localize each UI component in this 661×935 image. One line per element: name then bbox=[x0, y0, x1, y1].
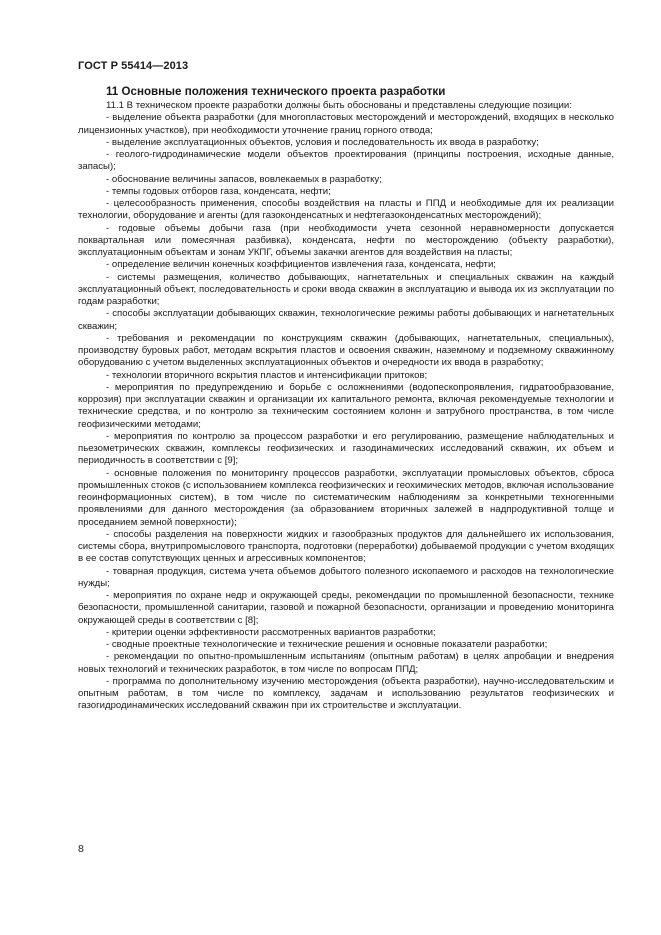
list-item: - обоснование величины запасов, вовлекаемых в разработку; bbox=[106, 173, 382, 185]
list-item: - мероприятия по предупреждению и борьбе с осложнениями (водопескопроявления, гидратообразование, коррозия) при эксплуатации скважин и организации их капитального ремонта, включая рекомендуемые технологии и технические средства, и по контролю за техническим состоянием колонн и затрубного пространства, в том числе геофизическими методами; bbox=[78, 381, 614, 430]
page-number: 8 bbox=[78, 843, 84, 855]
list-item: - требования и рекомендации по конструкциям скважин (добывающих, нагнетательных, специальных), производству буровых работ, методам вскрытия пластов и освоения скважин, наземному и подземному скважинному оборудованию с учетом выделенных эксплуатационных объектов и очередности их ввода в разработку; bbox=[78, 332, 614, 369]
list-item: - выделение объекта разработки (для многопластовых месторождений и месторождений, входящих в несколько лицензионных участков), при необходимости уточнение границ горного отвода; bbox=[78, 112, 614, 136]
list-item: - выделение эксплуатационных объектов, условия и последовательность их ввода в разработку; bbox=[106, 136, 539, 148]
list-item: - мероприятия по охране недр и окружающей среды, рекомендации по промышленной безопасности, технике безопасности, промышленной санитарии, газовой и пожарной безопасности, организации и проведению мониторинга окружающей среды в соответствии с [8]; bbox=[78, 590, 614, 626]
section-title: 11 Основные положения технического проекта разработки bbox=[106, 85, 446, 98]
section-content bbox=[78, 84, 614, 713]
list-item: - определение величин конечных коэффициентов извлечения газа, конденсата, нефти; bbox=[106, 259, 496, 271]
list-item: - способы разделения на поверхности жидких и газообразных продуктов для дальнейшего их использования, системы сбора, внутрипромыслового транспорта, подготовки (переработки) добываемой продукции с учетом входящих в ее состав сопутствующих ценных и агрессивных компонентов; bbox=[78, 528, 614, 565]
paragraph-list bbox=[78, 100, 614, 713]
list-item: - программа по дополнительному изучению месторождения (объекта разработки), научно-исследовательским и опытным работам, в том числе по комплексу, задачам и использованию результатов геофизических и газогидродинамических исследований скважин при их строительстве и эксплуатации. bbox=[78, 675, 614, 712]
standard-header: ГОСТ Р 55414—2013 bbox=[78, 60, 189, 72]
list-item: - геолого-гидродинамические модели объектов проектирования (принципы построения, исходные данные, запасы); bbox=[78, 149, 614, 173]
list-item: - целесообразность применения, способы воздействия на пласты и ППД и необходимые для их реализации технологии, оборудование и агенты (для газоконденсатных и нефтегазоконденсатных месторождений); bbox=[78, 198, 614, 222]
list-item: - основные положения по мониторингу процессов разработки, эксплуатации промысловых объектов, сброса промышленных стоков (с использованием комплекса геофизических и геохимических методов, включая использование геоинформационных систем), в том числе по систематическим наблюдениям за конкретными техногенными проявлениями для данного месторождения (за образованием вторичных залежей в надпродуктивной толще и проседанием земной поверхности); bbox=[78, 467, 614, 528]
list-item: - мероприятия по контролю за процессом разработки и его регулированию, размещение наблюдательных и пьезометрических скважин, комплексы геофизических и газодинамических исследований скважин, их объем и периодичность в соответствии с [9]; bbox=[78, 430, 614, 467]
list-item: - годовые объемы добычи газа (при необходимости учета сезонной неравномерности допускается поквартальная или помесячная разбивка), конденсата, нефти по месторождению (объекту разработки), эксплуатационным объектам и зонам УКПГ, объемы закачки агентов для воздействия на пласты; bbox=[78, 222, 614, 258]
list-item: - товарная продукция, система учета объемов добытого полезного ископаемого и расходов на технологические нужды; bbox=[78, 565, 614, 589]
list-item: - рекомендации по опытно-промышленным испытаниям (опытным работам) в целях апробации и внедрения новых технологий и технических разработок, в том числе по вопросам ППД; bbox=[78, 651, 614, 675]
list-item: - темпы годовых отборов газа, конденсата, нефти; bbox=[106, 185, 331, 197]
intro-paragraph: 11.1 В техническом проекте разработки должны быть обоснованы и представлены следующие позиции: bbox=[106, 100, 572, 111]
list-item: - способы эксплуатации добывающих скважин, технологические режимы работы добывающих и нагнетательных скважин; bbox=[78, 308, 614, 332]
list-item: - технологии вторичного вскрытия пластов и интенсификации притоков; bbox=[106, 369, 428, 381]
list-item: - сводные проектные технологические и технические решения и основные показатели разработки; bbox=[106, 639, 548, 650]
list-item: - критерии оценки эффективности рассмотренных вариантов разработки; bbox=[106, 626, 436, 638]
list-item: - системы размещения, количество добывающих, нагнетательных и специальных скважин на каждый эксплуатационный объект, последовательность и сроки ввода скважин в эксплуатацию и вывода их из эксплуатации по годам разработки; bbox=[78, 271, 614, 307]
